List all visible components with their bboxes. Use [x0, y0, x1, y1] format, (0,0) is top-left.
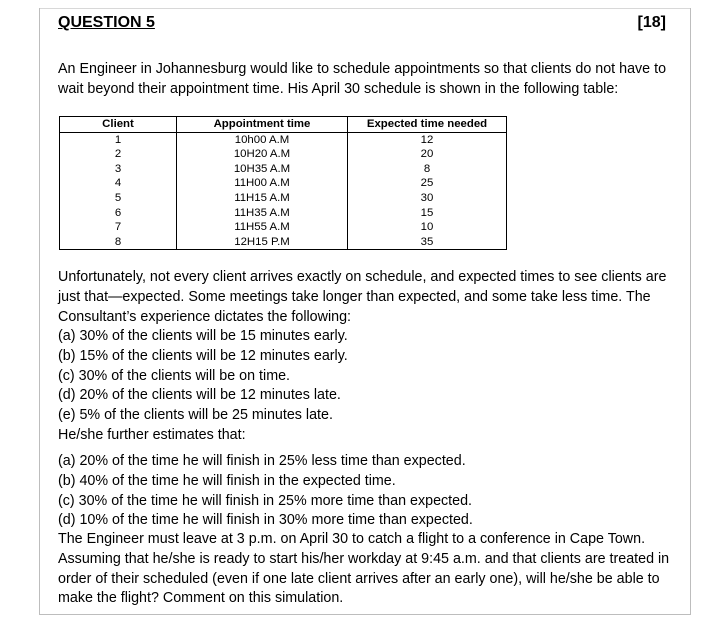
- cell-client: 1: [60, 132, 177, 147]
- list-item: (b) 40% of the time he will finish in the expected time.: [58, 472, 396, 489]
- cell-time: 12H15 P.M: [177, 235, 348, 250]
- cell-time: 11H15 A.M: [177, 191, 348, 206]
- table-row: [60, 206, 507, 221]
- cell-expected: 15: [348, 206, 507, 221]
- cell-client: 4: [60, 176, 177, 191]
- closing-paragraph: The Engineer must leave at 3 p.m. on April 30 to catch a flight to a conference in Cape Town. Assuming that he/she is ready to start his/her workday at 9:45 a.m. and that clients are treated in order of their scheduled (even if one late client arrives after an early one), will he/she be able to make the flight? Comment on this simulation.: [58, 531, 670, 607]
- header-expected-time: Expected time needed: [348, 117, 507, 133]
- cell-client: 2: [60, 147, 177, 162]
- list-item: (a) 20% of the time he will finish in 25% less time than expected.: [58, 453, 466, 469]
- header-appointment-time: Appointment time: [177, 117, 348, 133]
- intro-paragraph: An Engineer in Johannesburg would like to schedule appointments so that clients do not have to wait beyond their appointment time. His April 30 schedule is shown in the following table:: [58, 61, 667, 97]
- table-row: [60, 235, 507, 250]
- table-row: [60, 220, 507, 235]
- cell-client: 6: [60, 206, 177, 221]
- list-item: (a) 30% of the clients will be 15 minutes early.: [58, 328, 348, 344]
- cell-expected: 12: [348, 132, 507, 147]
- estimate-heading: He/she further estimates that:: [58, 427, 246, 443]
- question-marks: [18]: [637, 14, 666, 31]
- table-row: [60, 162, 507, 177]
- question-title: QUESTION 5: [58, 14, 155, 31]
- list-item: (e) 5% of the clients will be 25 minutes late.: [58, 407, 333, 424]
- cell-time: 11H00 A.M: [177, 176, 348, 191]
- table-header-row: [60, 117, 507, 133]
- cell-expected: 35: [348, 235, 507, 250]
- list-item: (c) 30% of the time he will finish in 25% more time than expected.: [58, 492, 473, 509]
- table-row: [60, 147, 507, 162]
- list-item: (d) 20% of the clients will be 12 minutes late.: [58, 387, 341, 404]
- cell-time: 10H35 A.M: [177, 162, 348, 177]
- arrival-list: [58, 327, 348, 426]
- cell-expected: 10: [348, 220, 507, 235]
- cell-expected: 20: [348, 147, 507, 162]
- cell-time: 10H20 A.M: [177, 147, 348, 162]
- cell-time: 10h00 A.M: [177, 132, 348, 147]
- table-row: [60, 176, 507, 191]
- cell-expected: 8: [348, 162, 507, 177]
- list-item: (c) 30% of the clients will be on time.: [58, 367, 291, 384]
- table-row: [60, 132, 507, 147]
- list-item: (d) 10% of the time he will finish in 30% more time than expected.: [58, 512, 473, 529]
- question-header: [58, 14, 666, 32]
- cell-expected: 30: [348, 191, 507, 206]
- cell-client: 8: [60, 235, 177, 250]
- table-row: [60, 191, 507, 206]
- cell-client: 7: [60, 220, 177, 235]
- cell-client: 3: [60, 162, 177, 177]
- schedule-table: [59, 116, 507, 250]
- consultant-paragraph: Unfortunately, not every client arrives exactly on schedule, and expected times to see clients are just that—expected. Some meetings take longer than expected, and some take less time. The Consultant’s experience dictates the following:: [58, 269, 667, 325]
- header-client: Client: [60, 117, 177, 133]
- cell-time: 11H35 A.M: [177, 206, 348, 221]
- cell-expected: 25: [348, 176, 507, 191]
- cell-client: 5: [60, 191, 177, 206]
- cell-time: 11H55 A.M: [177, 220, 348, 235]
- duration-list: [58, 452, 473, 531]
- list-item: (b) 15% of the clients will be 12 minutes early.: [58, 347, 348, 364]
